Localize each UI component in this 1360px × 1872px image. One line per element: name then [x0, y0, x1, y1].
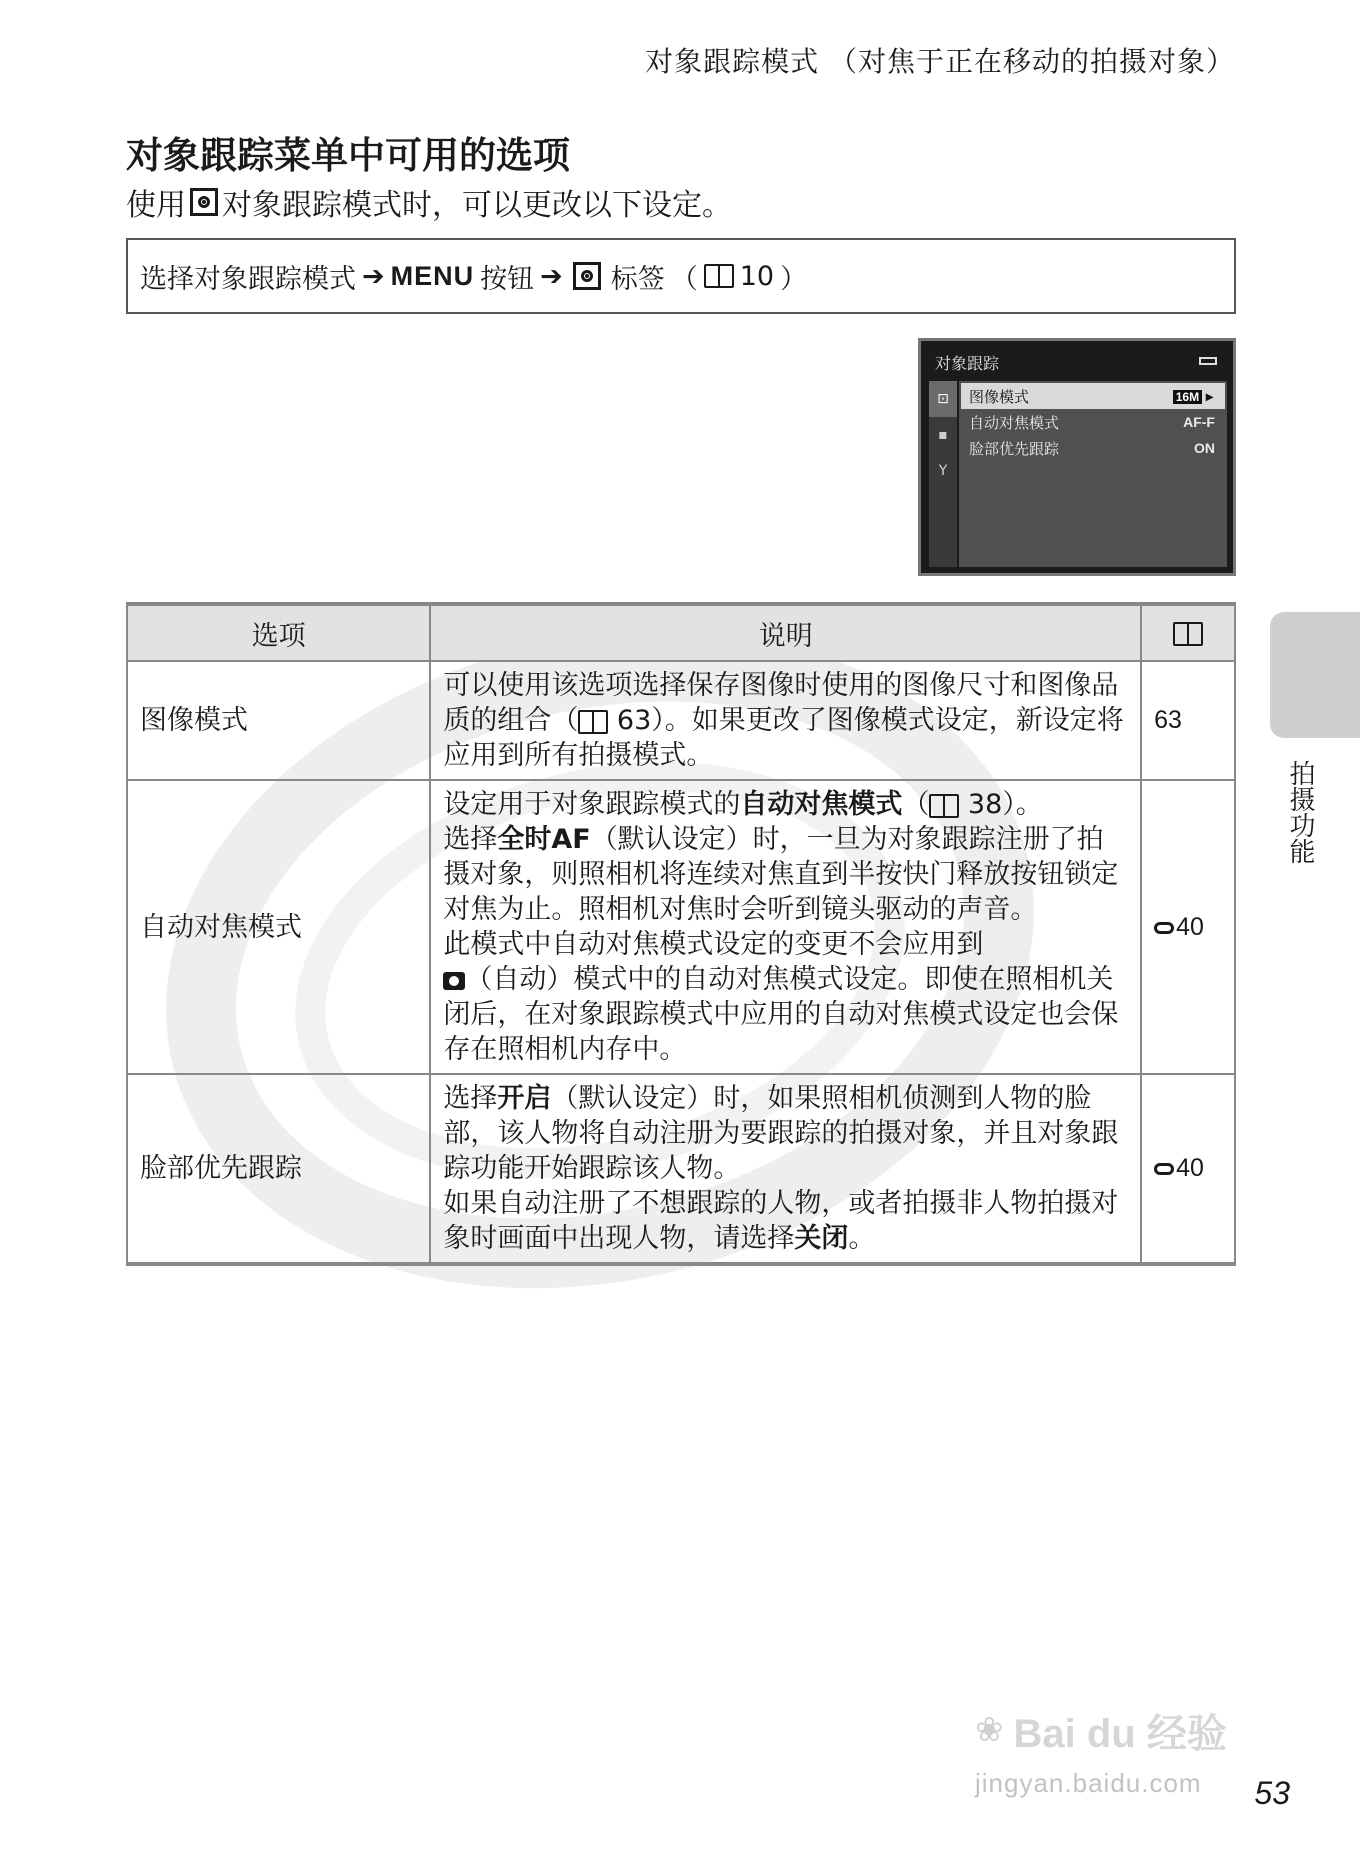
options-table: [126, 602, 1236, 1266]
menu-path-box: [126, 238, 1236, 314]
option-description: 可以使用该选项选择保存图像时使用的图像尺寸和图像品质的组合（ 63）。如果更改了图像模式设定，新设定将应用到所有拍摄模式。: [430, 661, 1141, 780]
table-row: [127, 780, 1235, 1074]
screen-row-image-mode[interactable]: [961, 383, 1225, 409]
table-header-row: [127, 604, 1235, 661]
ref-close: ）: [780, 263, 808, 295]
battery-icon: [1199, 357, 1217, 365]
screen-row-value: ON: [1194, 440, 1215, 456]
option-description: 设定用于对象跟踪模式的自动对焦模式（ 38）。 选择全时AF（默认设定）时，一旦为对象跟踪注册了拍摄对象，则照相机将连续对焦直到半按快门释放按钮锁定对焦为止。照相机对焦时会听到镜头驱动的声音。 此模式中自动对焦模式设定的变更不会应用到 （自动）模式中的自动对焦模式设定。即使在照相机关闭后，在对象跟踪模式中应用的自动对焦模式设定也会保存在照相机内存中。: [430, 780, 1141, 1074]
reference-section-icon: [1154, 922, 1174, 934]
screen-row-af-mode[interactable]: [959, 409, 1227, 435]
option-name: 脸部优先跟踪: [127, 1074, 430, 1264]
auto-mode-camera-icon: [443, 972, 465, 990]
wrench-tab-icon[interactable]: Y: [938, 463, 948, 479]
ref-open: （: [670, 263, 698, 295]
path-step-select-mode: 选择对象跟踪模式: [140, 263, 356, 295]
movie-tab-icon[interactable]: ▪: [938, 427, 948, 443]
tracking-tab-icon[interactable]: ⊡: [929, 381, 957, 417]
option-description: 选择开启（默认设定）时，如果照相机侦测到人物的脸部，该人物将自动注册为要跟踪的拍摄对象，并且对象跟踪功能开始跟踪该人物。 如果自动注册了不想跟踪的人物，或者拍摄非人物拍摄对象时画面中出现人物，请选择关闭。: [430, 1074, 1141, 1264]
subject-tracking-icon: [573, 262, 601, 290]
screen-menu-list: [959, 381, 1227, 567]
arrow-right-icon: ➔: [540, 260, 563, 292]
option-reference: 40: [1141, 780, 1235, 1074]
reference-section-icon: [1154, 1163, 1174, 1175]
header-reference: [1141, 604, 1235, 661]
page-number: 53: [1254, 1775, 1290, 1811]
baidu-watermark-logo: [975, 1700, 1275, 1760]
screen-row-label: 图像模式: [969, 387, 1030, 406]
table-row: [127, 661, 1235, 780]
book-icon: [929, 794, 959, 818]
arrow-right-icon: ➔: [362, 260, 385, 292]
book-icon: [704, 264, 734, 288]
baidu-brand: Bai du 经验: [1013, 1711, 1227, 1756]
baidu-url: jingyan.baidu.com: [975, 1768, 1202, 1798]
option-reference: 40: [1141, 1074, 1235, 1264]
path-step-tab: 标签: [610, 263, 665, 295]
menu-button-label: MENU: [390, 260, 475, 291]
running-head: 对象跟踪模式 （对焦于正在移动的拍摄对象）: [645, 45, 1235, 78]
option-name: 自动对焦模式: [127, 780, 430, 1074]
section-title: 对象跟踪菜单中可用的选项: [126, 134, 570, 177]
screen-tabs: [929, 381, 957, 567]
screen-row-label: 脸部优先跟踪: [969, 439, 1060, 458]
screen-title: 对象跟踪: [935, 354, 1000, 373]
screen-row-label: 自动对焦模式: [969, 413, 1060, 432]
image-size-icon: 16M: [1173, 390, 1202, 404]
camera-menu-screen: [918, 338, 1236, 576]
header-description: 说明: [430, 604, 1141, 661]
path-step-button: 按钮: [480, 263, 535, 295]
paw-icon: ❀: [975, 1710, 1004, 1750]
option-name: 图像模式: [127, 661, 430, 780]
ref-page: 10: [739, 260, 775, 292]
book-icon: [578, 710, 608, 734]
chapter-label: 拍摄功能: [1285, 760, 1315, 864]
table-row: [127, 1074, 1235, 1264]
intro-text: [126, 180, 732, 224]
option-reference: 63: [1141, 661, 1235, 780]
subject-tracking-icon: [190, 188, 218, 216]
screen-row-value: AF-F: [1183, 414, 1215, 430]
book-icon: [1173, 622, 1203, 646]
screen-row-face-priority[interactable]: [959, 435, 1227, 461]
intro-suffix: 对象跟踪模式时，可以更改以下设定。: [222, 188, 732, 223]
chapter-tab: [1270, 612, 1360, 738]
header-option: 选项: [127, 604, 430, 661]
screen-row-value: 16M ▸: [1173, 388, 1213, 405]
intro-prefix: 使用: [126, 188, 186, 223]
